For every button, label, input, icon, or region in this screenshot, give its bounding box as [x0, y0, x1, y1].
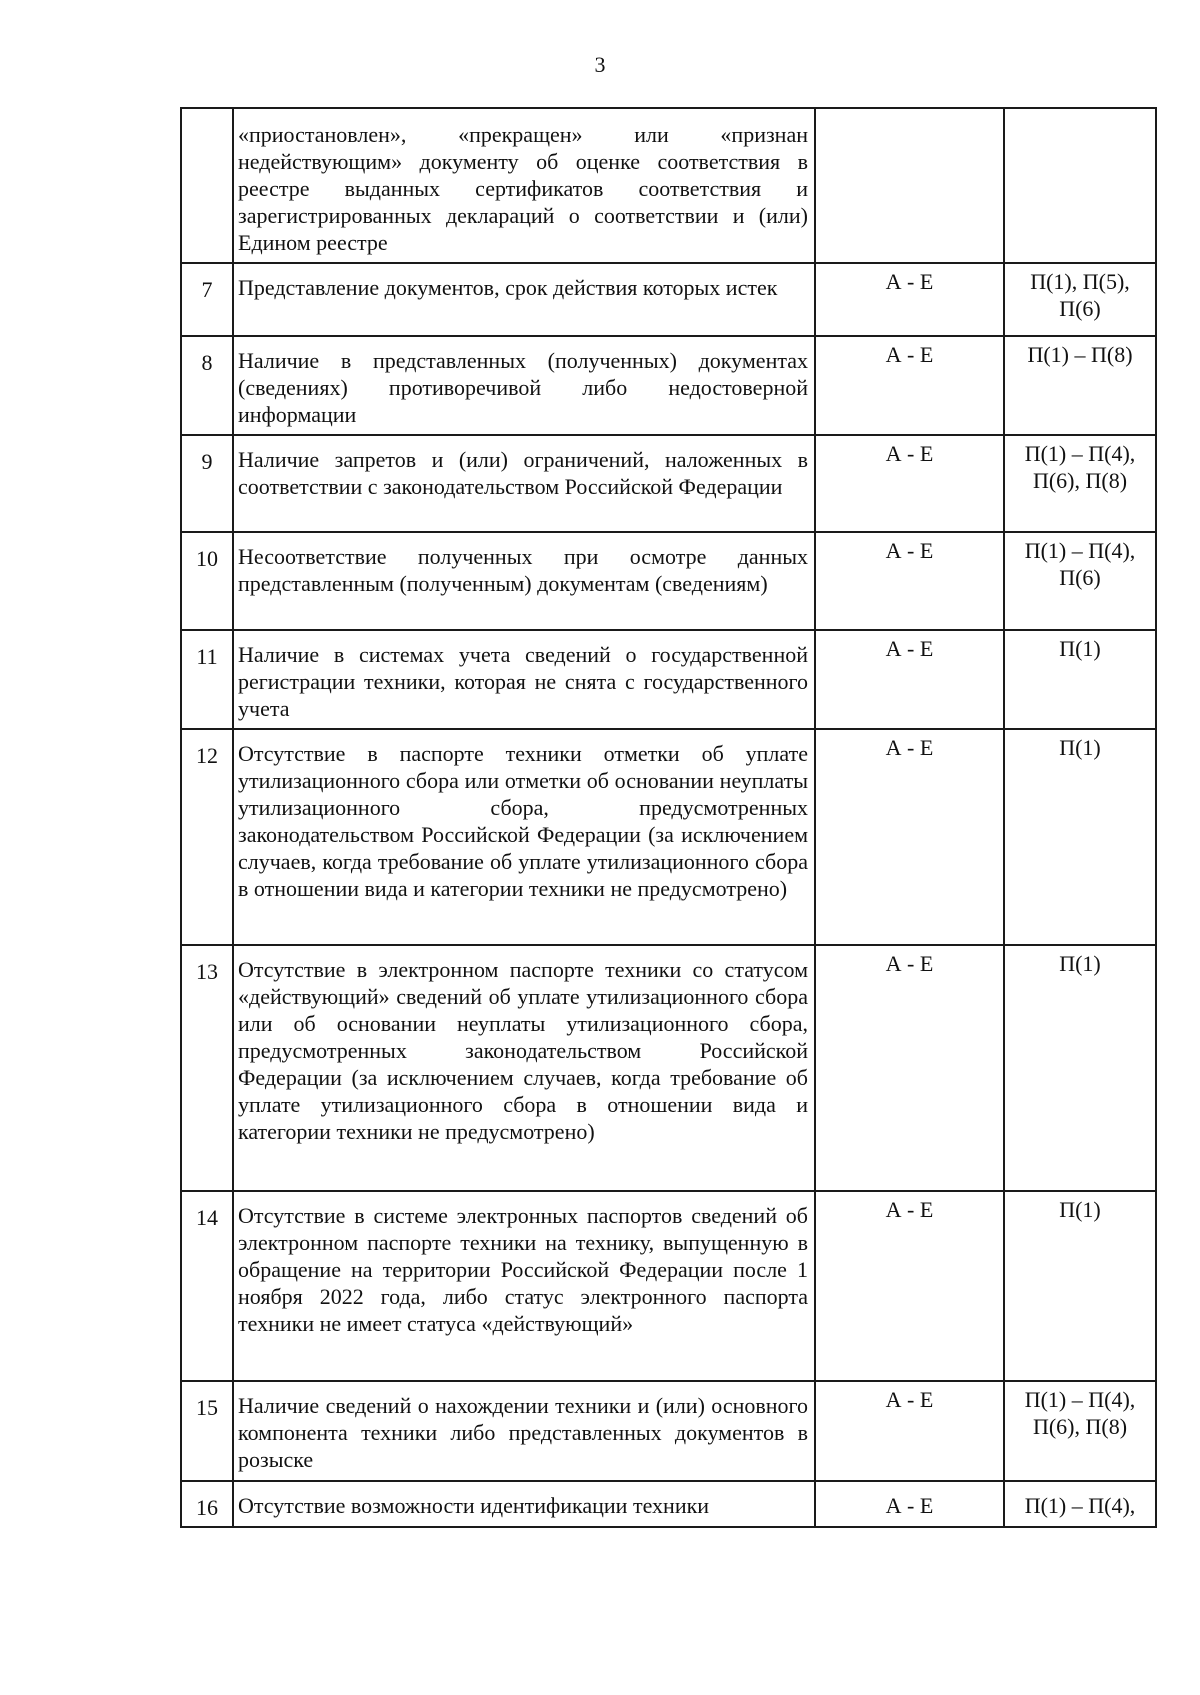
row-basis-codes: П(1) [1004, 630, 1156, 729]
row-number: 13 [181, 945, 233, 1191]
table-row [181, 630, 1156, 729]
requirements-table [180, 107, 1157, 1528]
row-category-range: А - Е [815, 945, 1004, 1191]
row-basis-codes: П(1) [1004, 729, 1156, 945]
row-number: 14 [181, 1191, 233, 1381]
row-category-range: А - Е [815, 1191, 1004, 1381]
row-description: Отсутствие в паспорте техники отметки об уплате утилизационного сбора или отметки об основании неуплаты утилизационного сбора, предусмотренных законодательством Российской Федерации (за исключением случаев, когда требование об уплате утилизационного сбора в отношении вида и категории техники не предусмотрено) [233, 729, 815, 945]
table-row [181, 263, 1156, 336]
row-number [181, 108, 233, 263]
row-basis-codes: П(1) [1004, 945, 1156, 1191]
row-basis-codes: П(1) [1004, 1191, 1156, 1381]
row-number: 10 [181, 532, 233, 630]
row-number: 16 [181, 1481, 233, 1527]
row-description: Отсутствие возможности идентификации техники [233, 1481, 815, 1527]
row-description: Наличие запретов и (или) ограничений, наложенных в соответствии с законодательством Российской Федерации [233, 435, 815, 532]
row-category-range: А - Е [815, 336, 1004, 435]
row-description: Отсутствие в электронном паспорте техники со статусом «действующий» сведений об уплате утилизационного сбора или об основании неуплаты утилизационного сбора, предусмотренных законодательством Российской Федерации (за исключением случаев, когда требование об уплате утилизационного сбора в отношении вида и категории техники не предусмотрено) [233, 945, 815, 1191]
row-basis-codes: П(1) – П(8) [1004, 336, 1156, 435]
row-basis-codes: П(1) – П(4), [1004, 1481, 1156, 1527]
table-row [181, 1481, 1156, 1527]
row-number: 15 [181, 1381, 233, 1481]
row-basis-codes [1004, 108, 1156, 263]
row-description: «приостановлен», «прекращен» или «признан недействующим» документу об оценке соответствия в реестре выданных сертификатов соответствия и зарегистрированных деклараций о соответствии и (или) Едином реестре [233, 108, 815, 263]
row-basis-codes: П(1) – П(4), П(6), П(8) [1004, 1381, 1156, 1481]
row-basis-codes: П(1), П(5), П(6) [1004, 263, 1156, 336]
table-row [181, 1191, 1156, 1381]
page-number: 3 [594, 52, 606, 77]
row-category-range: А - Е [815, 1381, 1004, 1481]
row-category-range: А - Е [815, 729, 1004, 945]
table-row [181, 435, 1156, 532]
row-category-range: А - Е [815, 435, 1004, 532]
row-description: Представление документов, срок действия которых истек [233, 263, 815, 336]
row-category-range [815, 108, 1004, 263]
row-description: Наличие сведений о нахождении техники и (или) основного компонента техники либо представленных документов в розыске [233, 1381, 815, 1481]
row-description: Наличие в представленных (полученных) документах (сведениях) противоречивой либо недостоверной информации [233, 336, 815, 435]
table-row [181, 336, 1156, 435]
row-category-range: А - Е [815, 630, 1004, 729]
row-category-range: А - Е [815, 1481, 1004, 1527]
row-description: Отсутствие в системе электронных паспортов сведений об электронном паспорте техники на технику, выпущенную в обращение на территории Российской Федерации после 1 ноября 2022 года, либо статус электронного паспорта техники не имеет статуса «действующий» [233, 1191, 815, 1381]
table-row [181, 532, 1156, 630]
row-number: 11 [181, 630, 233, 729]
row-number: 7 [181, 263, 233, 336]
table-row [181, 729, 1156, 945]
row-description: Несоответствие полученных при осмотре данных представленным (полученным) документам (сведениям) [233, 532, 815, 630]
row-number: 12 [181, 729, 233, 945]
row-category-range: А - Е [815, 532, 1004, 630]
row-number: 9 [181, 435, 233, 532]
row-basis-codes: П(1) – П(4), П(6) [1004, 532, 1156, 630]
row-category-range: А - Е [815, 263, 1004, 336]
table-row [181, 1381, 1156, 1481]
table-row [181, 945, 1156, 1191]
row-number: 8 [181, 336, 233, 435]
row-basis-codes: П(1) – П(4), П(6), П(8) [1004, 435, 1156, 532]
table-row [181, 108, 1156, 263]
row-description: Наличие в системах учета сведений о государственной регистрации техники, которая не снята с государственного учета [233, 630, 815, 729]
